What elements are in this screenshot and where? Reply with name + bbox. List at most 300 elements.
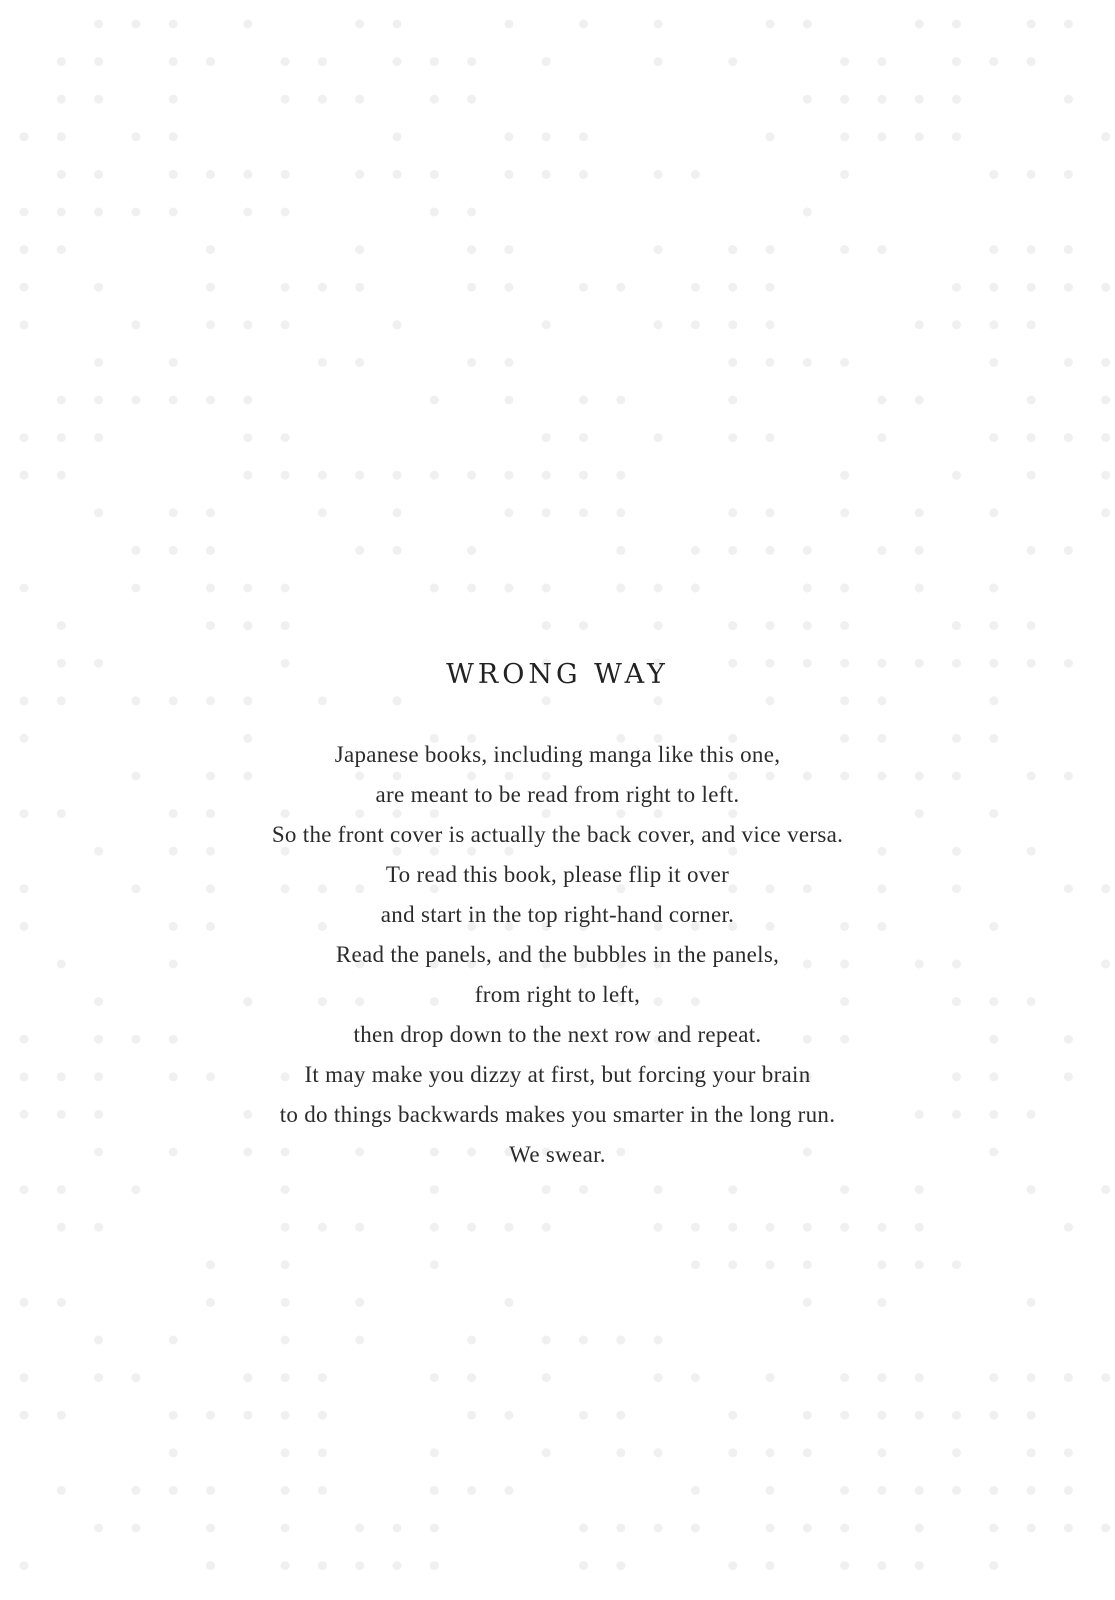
notice-body [0, 735, 1115, 1175]
background-dot [542, 1336, 551, 1345]
background-dot [1064, 358, 1073, 367]
background-dot [542, 132, 551, 141]
background-dot [57, 208, 66, 217]
background-dot [1027, 57, 1036, 66]
background-dot [281, 1336, 290, 1345]
background-dot [131, 132, 140, 141]
background-dot [691, 170, 700, 179]
background-dot [281, 1298, 290, 1307]
background-dot [803, 20, 812, 29]
background-dot [504, 1411, 513, 1420]
background-dot [1027, 1486, 1036, 1495]
background-dot [803, 1524, 812, 1533]
background-dot [989, 320, 998, 329]
background-dot [840, 170, 849, 179]
background-dot [616, 1448, 625, 1457]
background-dot [877, 1223, 886, 1232]
notice-line: then drop down to the next row and repeat. [353, 1022, 762, 1047]
background-dot [504, 1223, 513, 1232]
background-dot [206, 1561, 215, 1570]
background-dot [281, 208, 290, 217]
background-dot [206, 621, 215, 630]
background-dot [430, 1260, 439, 1269]
background-dot [579, 621, 588, 630]
background-dot [355, 1561, 364, 1570]
background-dot [877, 1561, 886, 1570]
background-dot [57, 245, 66, 254]
background-dot [281, 1185, 290, 1194]
background-dot [579, 1524, 588, 1533]
background-dot [803, 584, 812, 593]
background-dot [1027, 1373, 1036, 1382]
background-dot [952, 1448, 961, 1457]
background-dot [57, 1185, 66, 1194]
background-dot [877, 1260, 886, 1269]
background-dot [131, 20, 140, 29]
background-dot [20, 208, 29, 217]
background-dot [616, 584, 625, 593]
background-dot [542, 1223, 551, 1232]
background-dot [467, 584, 476, 593]
background-dot [616, 471, 625, 480]
page-title: WRONG WAY [446, 659, 669, 690]
background-dot [20, 584, 29, 593]
background-dot [206, 546, 215, 555]
background-dot [1027, 546, 1036, 555]
background-dot [691, 546, 700, 555]
background-dot [20, 433, 29, 442]
background-dot [206, 1486, 215, 1495]
background-dot [281, 1486, 290, 1495]
background-dot [877, 245, 886, 254]
background-dot [840, 95, 849, 104]
background-dot [393, 132, 402, 141]
background-dot [1027, 471, 1036, 480]
background-dot [877, 1448, 886, 1457]
background-dot [467, 1223, 476, 1232]
background-dot [766, 320, 775, 329]
background-dot [728, 245, 737, 254]
background-dot [355, 245, 364, 254]
background-dot [467, 1336, 476, 1345]
background-dot [728, 320, 737, 329]
background-dot [1027, 433, 1036, 442]
background-dot [952, 283, 961, 292]
background-dot [1064, 1373, 1073, 1382]
background-dot [616, 283, 625, 292]
background-dot [318, 471, 327, 480]
background-dot [318, 57, 327, 66]
background-dot [430, 1185, 439, 1194]
background-dot [654, 170, 663, 179]
background-dot [504, 283, 513, 292]
background-dot [654, 1448, 663, 1457]
background-dot [94, 283, 103, 292]
background-dot [728, 358, 737, 367]
background-dot [169, 1411, 178, 1420]
background-dot [654, 20, 663, 29]
background-dot [169, 208, 178, 217]
background-dot [94, 508, 103, 517]
background-dot [169, 358, 178, 367]
background-dot [57, 1223, 66, 1232]
background-dot [57, 1411, 66, 1420]
background-dot [243, 1411, 252, 1420]
background-dot [915, 1373, 924, 1382]
background-dot [654, 584, 663, 593]
background-dot [691, 283, 700, 292]
background-dot [877, 546, 886, 555]
background-dot [840, 57, 849, 66]
background-dot [840, 132, 849, 141]
background-dot [206, 57, 215, 66]
background-dot [1027, 320, 1036, 329]
background-dot [989, 1373, 998, 1382]
background-dot [355, 170, 364, 179]
background-dot [504, 508, 513, 517]
background-dot [355, 1298, 364, 1307]
background-dot [877, 57, 886, 66]
background-dot [840, 508, 849, 517]
background-dot [281, 1448, 290, 1457]
background-dot [915, 1185, 924, 1194]
background-dot [467, 245, 476, 254]
background-dot [766, 20, 775, 29]
background-dot [57, 95, 66, 104]
background-dot [169, 546, 178, 555]
background-dot [1101, 358, 1110, 367]
background-dot [1027, 396, 1036, 405]
background-dot [654, 1373, 663, 1382]
notice-line: We swear. [509, 1142, 606, 1167]
background-dot [877, 1486, 886, 1495]
background-dot [393, 546, 402, 555]
background-dot [952, 1486, 961, 1495]
background-dot [169, 132, 178, 141]
background-dot [877, 1298, 886, 1307]
background-dot [915, 1524, 924, 1533]
background-dot [766, 1223, 775, 1232]
background-dot [840, 1185, 849, 1194]
background-dot [542, 471, 551, 480]
background-dot [131, 1486, 140, 1495]
background-dot [915, 508, 924, 517]
background-dot [355, 546, 364, 555]
background-dot [1064, 1524, 1073, 1533]
background-dot [281, 320, 290, 329]
background-dot [430, 1373, 439, 1382]
background-dot [766, 1260, 775, 1269]
background-dot [206, 170, 215, 179]
background-dot [579, 1185, 588, 1194]
background-dot [728, 1411, 737, 1420]
background-dot [766, 132, 775, 141]
background-dot [579, 471, 588, 480]
background-dot [877, 396, 886, 405]
background-dot [952, 95, 961, 104]
background-dot [1101, 508, 1110, 517]
background-dot [1064, 245, 1073, 254]
background-dot [467, 546, 476, 555]
background-dot [1064, 433, 1073, 442]
background-dot [131, 584, 140, 593]
background-dot [169, 57, 178, 66]
background-dot [318, 1448, 327, 1457]
background-dot [915, 1486, 924, 1495]
background-dot [504, 245, 513, 254]
background-dot [169, 396, 178, 405]
background-dot [579, 396, 588, 405]
background-dot [504, 396, 513, 405]
background-dot [20, 283, 29, 292]
background-dot [952, 57, 961, 66]
background-dot [766, 245, 775, 254]
background-dot [57, 471, 66, 480]
background-dot [803, 546, 812, 555]
background-dot [467, 471, 476, 480]
background-dot [206, 320, 215, 329]
notice-line: from right to left, [474, 982, 641, 1007]
background-dot [579, 508, 588, 517]
background-dot [766, 1373, 775, 1382]
background-dot [840, 245, 849, 254]
background-dot [430, 471, 439, 480]
background-dot [654, 320, 663, 329]
background-dot [131, 320, 140, 329]
background-dot [840, 471, 849, 480]
background-dot [318, 1411, 327, 1420]
background-dot [318, 358, 327, 367]
background-dot [579, 132, 588, 141]
background-dot [281, 1411, 290, 1420]
background-dot [94, 358, 103, 367]
background-dot [94, 57, 103, 66]
background-dot [803, 1448, 812, 1457]
background-dot [989, 1524, 998, 1533]
background-dot [20, 320, 29, 329]
background-dot [915, 1561, 924, 1570]
background-dot [318, 1373, 327, 1382]
background-dot [131, 1524, 140, 1533]
background-dot [877, 433, 886, 442]
background-dot [952, 20, 961, 29]
background-dot [766, 433, 775, 442]
background-dot [915, 20, 924, 29]
background-dot [728, 433, 737, 442]
background-dot [915, 1260, 924, 1269]
background-dot [281, 471, 290, 480]
background-dot [281, 1223, 290, 1232]
background-dot [654, 433, 663, 442]
background-dot [1064, 20, 1073, 29]
background-dot [504, 170, 513, 179]
background-dot [281, 621, 290, 630]
background-dot [131, 396, 140, 405]
background-dot [728, 1448, 737, 1457]
background-dot [1027, 1524, 1036, 1533]
background-dot [281, 1260, 290, 1269]
notice-text-block [0, 655, 1115, 1175]
background-dot [281, 57, 290, 66]
background-dot [579, 433, 588, 442]
background-dot [131, 546, 140, 555]
background-dot [430, 1223, 439, 1232]
background-dot [989, 245, 998, 254]
background-dot [243, 170, 252, 179]
background-dot [1064, 1486, 1073, 1495]
background-dot [94, 433, 103, 442]
background-dot [1101, 1185, 1110, 1194]
background-dot [94, 396, 103, 405]
background-dot [542, 1448, 551, 1457]
background-dot [803, 1223, 812, 1232]
background-dot [989, 508, 998, 517]
background-dot [131, 1185, 140, 1194]
background-dot [206, 1524, 215, 1533]
background-dot [952, 1260, 961, 1269]
background-dot [616, 396, 625, 405]
background-dot [318, 1223, 327, 1232]
background-dot [691, 1373, 700, 1382]
background-dot [1027, 621, 1036, 630]
background-dot [393, 320, 402, 329]
background-dot [281, 283, 290, 292]
background-dot [169, 95, 178, 104]
background-dot [318, 95, 327, 104]
background-dot [952, 471, 961, 480]
background-dot [430, 170, 439, 179]
background-dot [952, 132, 961, 141]
background-dot [952, 1411, 961, 1420]
background-dot [393, 57, 402, 66]
background-dot [131, 208, 140, 217]
background-dot [504, 132, 513, 141]
background-dot [206, 283, 215, 292]
background-dot [766, 621, 775, 630]
background-dot [94, 20, 103, 29]
background-dot [654, 621, 663, 630]
background-dot [243, 320, 252, 329]
background-dot [243, 471, 252, 480]
background-dot [206, 245, 215, 254]
background-dot [616, 1411, 625, 1420]
background-dot [20, 1373, 29, 1382]
notice-line: It may make you dizzy at first, but forcing your brain [304, 1062, 811, 1087]
background-dot [1064, 1223, 1073, 1232]
background-dot [243, 621, 252, 630]
background-dot [355, 471, 364, 480]
notice-line: So the front cover is actually the back cover, and vice versa. [271, 822, 844, 847]
background-dot [430, 1448, 439, 1457]
background-dot [20, 1411, 29, 1420]
background-dot [393, 170, 402, 179]
background-dot [1027, 170, 1036, 179]
background-dot [989, 621, 998, 630]
background-dot [1101, 433, 1110, 442]
background-dot [355, 1524, 364, 1533]
background-dot [1101, 1373, 1110, 1382]
background-dot [542, 621, 551, 630]
background-dot [915, 320, 924, 329]
background-dot [989, 584, 998, 593]
background-dot [989, 433, 998, 442]
background-dot [1101, 1524, 1110, 1533]
background-dot [467, 1486, 476, 1495]
background-dot [654, 245, 663, 254]
background-dot [467, 283, 476, 292]
background-dot [691, 1260, 700, 1269]
background-dot [654, 1185, 663, 1194]
background-dot [728, 1185, 737, 1194]
background-dot [355, 283, 364, 292]
background-dot [393, 20, 402, 29]
background-dot [579, 1561, 588, 1570]
background-dot [169, 1336, 178, 1345]
background-dot [206, 1260, 215, 1269]
background-dot [766, 358, 775, 367]
background-dot [989, 170, 998, 179]
background-dot [579, 283, 588, 292]
background-dot [1064, 283, 1073, 292]
background-dot [467, 1411, 476, 1420]
background-dot [877, 1411, 886, 1420]
background-dot [616, 508, 625, 517]
background-dot [579, 1336, 588, 1345]
background-dot [355, 358, 364, 367]
background-dot [57, 621, 66, 630]
background-dot [1101, 396, 1110, 405]
background-dot [504, 1298, 513, 1307]
background-dot [57, 1298, 66, 1307]
background-dot [989, 1561, 998, 1570]
background-dot [766, 1448, 775, 1457]
background-dot [57, 1486, 66, 1495]
background-dot [393, 1524, 402, 1533]
background-dot [1064, 170, 1073, 179]
background-dot [281, 95, 290, 104]
background-dot [94, 1373, 103, 1382]
background-dot [728, 1561, 737, 1570]
background-dot [654, 1524, 663, 1533]
background-dot [877, 132, 886, 141]
background-dot [542, 320, 551, 329]
background-dot [542, 1373, 551, 1382]
background-dot [206, 1411, 215, 1420]
background-dot [393, 508, 402, 517]
background-dot [728, 57, 737, 66]
background-dot [169, 1448, 178, 1457]
background-dot [616, 546, 625, 555]
background-dot [915, 95, 924, 104]
background-dot [57, 170, 66, 179]
background-dot [616, 1524, 625, 1533]
background-dot [691, 1524, 700, 1533]
background-dot [803, 95, 812, 104]
background-dot [57, 57, 66, 66]
background-dot [989, 358, 998, 367]
background-dot [1027, 1185, 1036, 1194]
background-dot [542, 508, 551, 517]
background-dot [20, 132, 29, 141]
background-dot [243, 396, 252, 405]
background-dot [728, 508, 737, 517]
background-dot [318, 1561, 327, 1570]
background-dot [877, 95, 886, 104]
background-dot [989, 283, 998, 292]
background-dot [393, 471, 402, 480]
background-dot [877, 1373, 886, 1382]
background-dot [430, 1524, 439, 1533]
